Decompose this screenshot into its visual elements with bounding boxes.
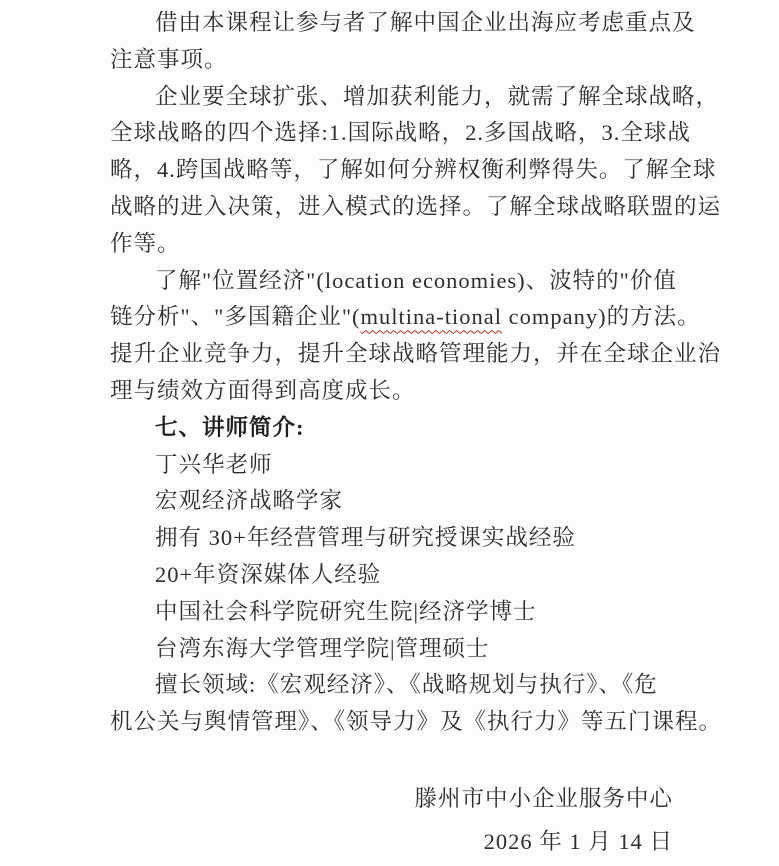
lecturer-title: 宏观经济战略学家 [155, 488, 344, 514]
lecturer-experience-management: 拥有 30+年经营管理与研究授课实战经验 [155, 525, 576, 551]
lecturer-name: 丁兴华老师 [155, 451, 273, 477]
paragraph-intro-line-1: 借由本课程让参与者了解中国企业出海应考虑重点及 [155, 10, 696, 35]
lecturer-degree-phd: 中国社会科学院研究生院|经济学博士 [155, 598, 537, 624]
paragraph-strategy-line-3: 略，4.跨国战略等，了解如何分辨权衡利弊得失。了解全球 [110, 157, 717, 183]
paragraph-methods-line-4: 理与绩效方面得到高度成长。 [110, 377, 416, 403]
footer-date: 2026 年 1 月 14 日 [483, 828, 673, 854]
paragraph-strategy-line-1: 企业要全球扩张、增加获利能力，就需了解全球战略， [155, 83, 720, 109]
lecturer-experience-media: 20+年资深媒体人经验 [155, 561, 382, 587]
footer-organization: 滕州市中小企业服务中心 [414, 785, 673, 811]
section-heading-lecturer-intro: 七、讲师简介: [155, 414, 305, 440]
paragraph-methods-line-1: 了解"位置经济"(location economies)、波特的"价值 [155, 267, 677, 293]
footer-spacer [110, 741, 679, 781]
lecturer-specialty-line-1: 擅长领域:《宏观经济》、《战略规划与执行》、《危 [155, 672, 658, 698]
paragraph-strategy-line-5: 作等。 [110, 230, 181, 256]
methods-line-2-pre: 链分析"、"多国籍企业"( [110, 304, 361, 330]
paragraph-intro-line-2: 注意事项。 [110, 46, 228, 72]
paragraph-strategy-line-4: 战略的进入决策，进入模式的选择。了解全球战略联盟的运 [110, 193, 722, 219]
lecturer-specialty-line-2: 机公关与舆情管理》、《领导力》及《执行力》等五门课程。 [110, 709, 723, 735]
paragraph-methods-line-3: 提升企业竞争力，提升全球战略管理能力，并在全球企业治 [110, 341, 722, 367]
spellcheck-underlined-word: multina-tional [360, 304, 503, 330]
paragraph-strategy-line-2: 全球战略的四个选择:1.国际战略，2.多国战略，3.全球战 [110, 120, 691, 146]
methods-line-2-post: company)的方法。 [502, 304, 701, 330]
paragraph-methods-line-2 [110, 299, 701, 336]
lecturer-degree-master: 台湾东海大学管理学院|管理硕士 [155, 635, 490, 661]
